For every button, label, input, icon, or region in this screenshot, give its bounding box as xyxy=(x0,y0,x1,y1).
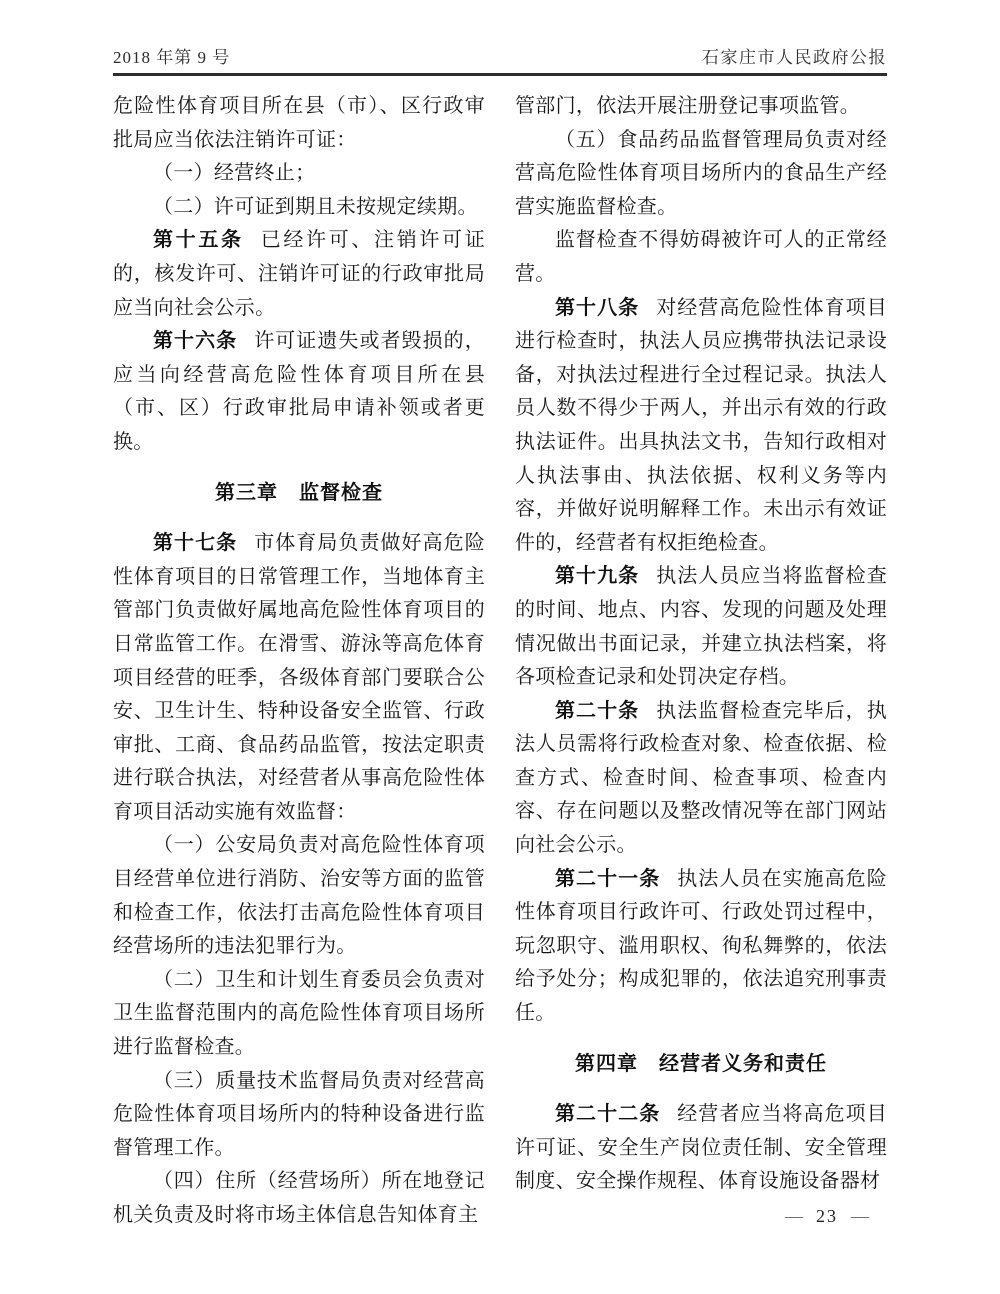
chapter-heading: 第三章 监督检查 xyxy=(215,481,383,504)
article-number-lead: 第十八条 xyxy=(555,296,640,319)
body-paragraph: 监督检查不得妨碍被许可人的正常经营。 xyxy=(515,229,887,285)
article-paragraph xyxy=(515,292,887,561)
body-paragraph: （四）住所（经营场所）所在地登记机关负责及时将市场主体信息告知体育主 xyxy=(113,1170,485,1226)
article-paragraph xyxy=(113,325,485,459)
article-paragraph xyxy=(113,527,485,829)
page-number-right-dash: — xyxy=(851,1206,869,1226)
article-paragraph xyxy=(515,560,887,694)
article-paragraph xyxy=(113,224,485,325)
article-text: 已经许可、注销许可证的，核发许可、注销许可证的行政审批局应当向社会公示。 xyxy=(113,229,486,319)
two-column-body xyxy=(113,90,887,1233)
continuation-paragraph: 管部门，依法开展注册登记事项监管。 xyxy=(515,95,861,117)
article-number-lead: 第二十一条 xyxy=(555,867,661,890)
body-paragraph: （二）许可证到期且未按规定续期。 xyxy=(153,195,478,218)
page-number-left-dash: — xyxy=(785,1206,803,1226)
article-number-lead: 第二十条 xyxy=(555,699,640,722)
article-text: 执法监督检查完毕后，执法人员需将行政检查对象、检查依据、检查方式、检查时间、检查事项、检查内容、存在问题以及整改情况等在部门网站向社会公示。 xyxy=(515,699,887,857)
article-text: 许可证遗失或者毁损的，应当向经营高危险性体育项目所在县（市、区）行政审批局申请补领或者更换。 xyxy=(113,330,485,453)
publication-title: 石家庄市人民政府公报 xyxy=(702,48,887,67)
article-number-lead: 第十五条 xyxy=(153,229,244,252)
article-paragraph xyxy=(515,1098,887,1199)
article-number-lead: 第十九条 xyxy=(555,565,640,588)
article-text: 经营者应当将高危项目许可证、安全生产岗位责任制、安全管理制度、安全操作规程、体育设施设备器材 xyxy=(515,1103,887,1193)
article-text: 执法人员在实施高危险性体育项目行政许可、行政处罚过程中，玩忽职守、滥用职权、徇私舞弊的，依法给予处分；构成犯罪的，依法追究刑事责任。 xyxy=(515,867,887,1025)
article-number-lead: 第十七条 xyxy=(153,532,238,555)
article-text: 执法人员应当将监督检查的时间、地点、内容、发现的问题及处理情况做出书面记录，并建立执法档案，将各项检查记录和处罚决定存档。 xyxy=(515,565,887,689)
left-column xyxy=(113,90,485,1233)
article-text: 对经营高危险性体育项目进行检查时，执法人员应携带执法记录设备，对执法过程进行全过程记录。执法人员人数不得少于两人，并出示有效的行政执法证件。出具执法文书，告知行政相对人执法事由、执法依据、权利义务等内容，并做好说明解释工作。未出示有效证件的，经营者有权拒绝检查。 xyxy=(515,296,887,554)
article-number-lead: 第十六条 xyxy=(153,330,238,353)
article-paragraph xyxy=(515,695,887,863)
body-paragraph: （一）经营终止； xyxy=(153,162,316,185)
page-header xyxy=(113,48,887,68)
article-text: 市体育局负责做好高危险性体育项目的日常管理工作，当地体育主管部门负责做好属地高危险性体育项目的日常监管工作。在滑雪、游泳等高危体育项目经营的旺季，各级体育部门要联合公安、卫生计生、特种设备安全监管、行政审批、工商、食品药品监管，按法定职责进行联合执法，对经营者从事高危险性体育项目活动实施有效监督： xyxy=(113,532,485,823)
page-footer xyxy=(772,1203,882,1229)
body-paragraph: （三）质量技术监督局负责对经营高危险性体育项目场所内的特种设备进行监督管理工作。 xyxy=(113,1069,485,1159)
continuation-paragraph: 危险性体育项目所在县（市）、区行政审批局应当依法注销许可证： xyxy=(113,95,485,151)
body-paragraph: （五）食品药品监督管理局负责对经营高危险性体育项目场所内的食品生产经营实施监督检查。 xyxy=(515,128,887,218)
body-paragraph: （一）公安局负责对高危险性体育项目经营单位进行消防、治安等方面的监管和检查工作，依法打击高危险性体育项目经营场所的违法犯罪行为。 xyxy=(113,834,485,958)
issue-number: 2018 年第 9 号 xyxy=(113,48,231,67)
article-paragraph xyxy=(515,863,887,1031)
right-column xyxy=(515,90,887,1233)
body-paragraph: （二）卫生和计划生育委员会负责对卫生监督范围内的高危险性体育项目场所进行监督检查。 xyxy=(113,968,485,1059)
article-number-lead: 第二十二条 xyxy=(555,1103,661,1126)
chapter-heading: 第四章 经营者义务和责任 xyxy=(575,1052,827,1075)
header-divider-rule xyxy=(113,73,887,76)
page-number: 23 xyxy=(816,1206,838,1226)
